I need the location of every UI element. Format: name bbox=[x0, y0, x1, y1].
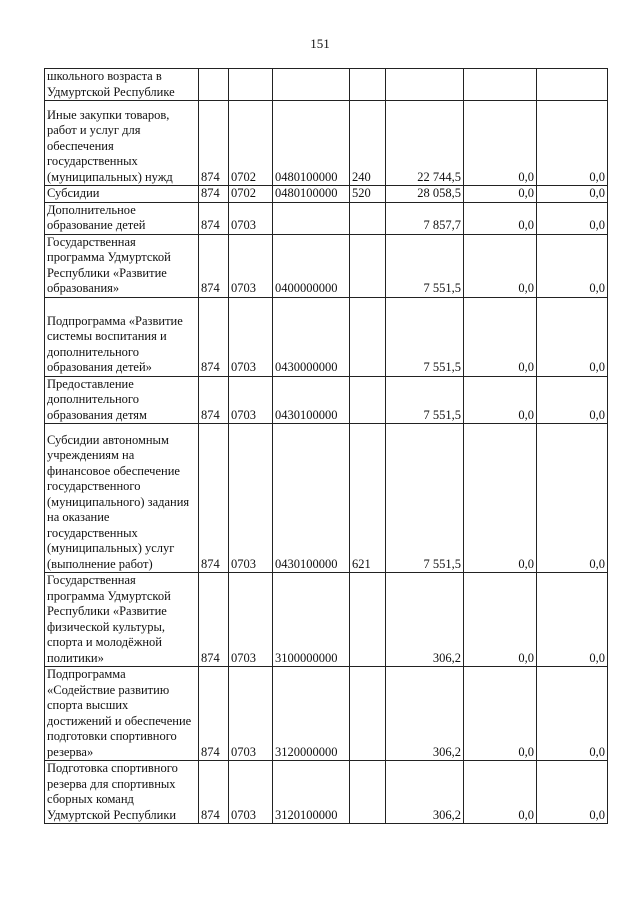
table-row bbox=[45, 234, 608, 297]
row-name-cell: Подпрограмма «Содействие развитию спорта высших достижений и обеспечение подготовки спортивного резерва» bbox=[45, 667, 199, 761]
row-grbs-cell: 874 bbox=[199, 202, 229, 234]
row-amount-cell: 7 551,5 bbox=[386, 376, 464, 424]
row-kind-cell bbox=[350, 667, 386, 761]
row-plan-3-cell: 0,0 bbox=[537, 667, 608, 761]
row-target-cell: 0430000000 bbox=[273, 297, 350, 376]
row-kind-cell bbox=[350, 761, 386, 824]
row-kind-cell bbox=[350, 234, 386, 297]
row-name-cell: Дополнительное образование детей bbox=[45, 202, 199, 234]
row-kind-cell bbox=[350, 69, 386, 101]
row-plan-2-cell: 0,0 bbox=[464, 761, 537, 824]
table-row bbox=[45, 573, 608, 667]
row-amount-cell: 7 551,5 bbox=[386, 234, 464, 297]
row-plan-2-cell: 0,0 bbox=[464, 101, 537, 186]
budget-table-body bbox=[45, 69, 608, 824]
row-plan-3-cell bbox=[537, 69, 608, 101]
row-plan-2-cell bbox=[464, 69, 537, 101]
row-grbs-cell: 874 bbox=[199, 234, 229, 297]
row-kind-cell: 240 bbox=[350, 101, 386, 186]
row-section-cell: 0703 bbox=[229, 667, 273, 761]
page-number: 151 bbox=[310, 36, 330, 51]
row-grbs-cell: 874 bbox=[199, 761, 229, 824]
table-row bbox=[45, 202, 608, 234]
row-grbs-cell: 874 bbox=[199, 424, 229, 573]
row-plan-2-cell: 0,0 bbox=[464, 667, 537, 761]
row-name-cell: Субсидии bbox=[45, 186, 199, 203]
row-plan-3-cell: 0,0 bbox=[537, 297, 608, 376]
row-kind-cell: 621 bbox=[350, 424, 386, 573]
row-target-cell bbox=[273, 202, 350, 234]
row-target-cell: 3120100000 bbox=[273, 761, 350, 824]
row-plan-2-cell: 0,0 bbox=[464, 186, 537, 203]
row-section-cell: 0703 bbox=[229, 761, 273, 824]
row-kind-cell: 520 bbox=[350, 186, 386, 203]
row-amount-cell: 7 551,5 bbox=[386, 297, 464, 376]
row-plan-2-cell: 0,0 bbox=[464, 297, 537, 376]
table-row bbox=[45, 667, 608, 761]
row-name-cell: школьного возраста в Удмуртской Республике bbox=[45, 69, 199, 101]
row-amount-cell: 306,2 bbox=[386, 667, 464, 761]
row-name-cell: Подготовка спортивного резерва для спортивных сборных команд Удмуртской Республики bbox=[45, 761, 199, 824]
row-plan-3-cell: 0,0 bbox=[537, 101, 608, 186]
row-target-cell: 0480100000 bbox=[273, 186, 350, 203]
row-plan-3-cell: 0,0 bbox=[537, 186, 608, 203]
row-amount-cell: 28 058,5 bbox=[386, 186, 464, 203]
row-grbs-cell: 874 bbox=[199, 297, 229, 376]
row-plan-2-cell: 0,0 bbox=[464, 202, 537, 234]
row-grbs-cell: 874 bbox=[199, 667, 229, 761]
row-name-cell: Иные закупки товаров, работ и услуг для обеспечения государственных (муниципальных) нужд bbox=[45, 101, 199, 186]
row-grbs-cell bbox=[199, 69, 229, 101]
row-target-cell bbox=[273, 69, 350, 101]
row-amount-cell: 7 857,7 bbox=[386, 202, 464, 234]
table-row bbox=[45, 424, 608, 573]
table-row bbox=[45, 297, 608, 376]
row-kind-cell bbox=[350, 376, 386, 424]
table-row bbox=[45, 101, 608, 186]
table-row bbox=[45, 761, 608, 824]
row-section-cell: 0702 bbox=[229, 101, 273, 186]
row-section-cell bbox=[229, 69, 273, 101]
row-target-cell: 3120000000 bbox=[273, 667, 350, 761]
row-plan-2-cell: 0,0 bbox=[464, 424, 537, 573]
row-grbs-cell: 874 bbox=[199, 376, 229, 424]
row-name-cell: Государственная программа Удмуртской Республики «Развитие образования» bbox=[45, 234, 199, 297]
row-section-cell: 0703 bbox=[229, 297, 273, 376]
row-section-cell: 0703 bbox=[229, 202, 273, 234]
row-kind-cell bbox=[350, 297, 386, 376]
row-section-cell: 0703 bbox=[229, 424, 273, 573]
row-amount-cell: 22 744,5 bbox=[386, 101, 464, 186]
budget-table bbox=[44, 68, 608, 824]
row-plan-3-cell: 0,0 bbox=[537, 424, 608, 573]
row-kind-cell bbox=[350, 573, 386, 667]
row-section-cell: 0702 bbox=[229, 186, 273, 203]
row-name-cell: Подпрограмма «Развитие системы воспитания и дополнительного образования детей» bbox=[45, 297, 199, 376]
row-plan-2-cell: 0,0 bbox=[464, 234, 537, 297]
row-name-cell: Предоставление дополнительного образования детям bbox=[45, 376, 199, 424]
row-amount-cell: 7 551,5 bbox=[386, 424, 464, 573]
row-section-cell: 0703 bbox=[229, 234, 273, 297]
row-plan-3-cell: 0,0 bbox=[537, 376, 608, 424]
row-plan-2-cell: 0,0 bbox=[464, 573, 537, 667]
row-grbs-cell: 874 bbox=[199, 101, 229, 186]
table-row bbox=[45, 186, 608, 203]
row-amount-cell bbox=[386, 69, 464, 101]
row-plan-3-cell: 0,0 bbox=[537, 573, 608, 667]
row-section-cell: 0703 bbox=[229, 376, 273, 424]
table-row bbox=[45, 376, 608, 424]
row-kind-cell bbox=[350, 202, 386, 234]
row-grbs-cell: 874 bbox=[199, 573, 229, 667]
row-grbs-cell: 874 bbox=[199, 186, 229, 203]
row-amount-cell: 306,2 bbox=[386, 761, 464, 824]
row-target-cell: 0480100000 bbox=[273, 101, 350, 186]
row-target-cell: 0400000000 bbox=[273, 234, 350, 297]
row-section-cell: 0703 bbox=[229, 573, 273, 667]
table-row bbox=[45, 69, 608, 101]
row-name-cell: Субсидии автономным учреждениям на финансовое обеспечение государственного (муниципального) задания на оказание государственных (муниципальных) услуг (выполнение работ) bbox=[45, 424, 199, 573]
row-target-cell: 0430100000 bbox=[273, 424, 350, 573]
row-amount-cell: 306,2 bbox=[386, 573, 464, 667]
row-plan-3-cell: 0,0 bbox=[537, 202, 608, 234]
row-target-cell: 0430100000 bbox=[273, 376, 350, 424]
row-name-cell: Государственная программа Удмуртской Республики «Развитие физической культуры, спорта и молодёжной политики» bbox=[45, 573, 199, 667]
row-plan-3-cell: 0,0 bbox=[537, 234, 608, 297]
row-plan-3-cell: 0,0 bbox=[537, 761, 608, 824]
row-target-cell: 3100000000 bbox=[273, 573, 350, 667]
row-plan-2-cell: 0,0 bbox=[464, 376, 537, 424]
